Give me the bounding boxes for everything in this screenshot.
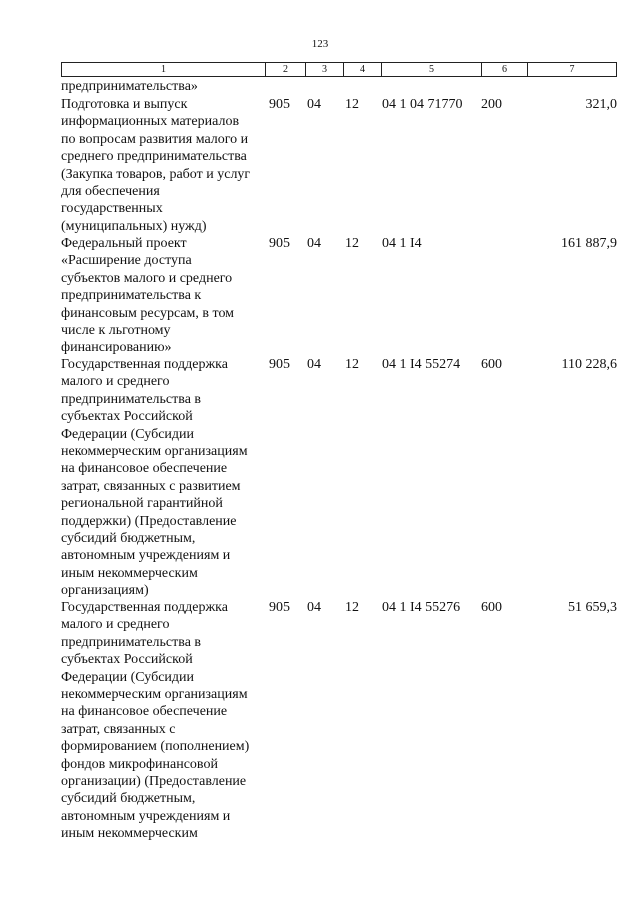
ministry-code: 905	[269, 600, 290, 615]
row-name	[61, 356, 271, 600]
row-name-line: (муниципальных) нужд)	[61, 218, 207, 234]
header-col-4: 4	[344, 63, 382, 76]
expense-type: 600	[481, 357, 502, 372]
page-number: 123	[311, 38, 329, 50]
row-name-line: субсидий бюджетным,	[61, 791, 196, 807]
row-name-line: поддержки) (Предоставление	[61, 513, 237, 529]
target-article: 04 1 04 71770	[382, 97, 463, 112]
ministry-code: 905	[269, 357, 290, 372]
row-name	[61, 599, 271, 843]
section-code: 04	[307, 236, 321, 251]
row-name-line: формированием (пополнением)	[61, 739, 250, 755]
row-name	[61, 96, 271, 235]
header-col-3: 3	[306, 63, 344, 76]
section-code: 04	[307, 600, 321, 615]
row-name-line: предпринимательства к	[61, 288, 202, 304]
row-name-line: Государственная поддержка	[61, 357, 228, 372]
header-col-1: 1	[62, 63, 266, 76]
row-name-line: Подготовка и выпуск	[61, 97, 188, 112]
header-col-2: 2	[266, 63, 306, 76]
row-name-line: субъектов малого и среднего	[61, 270, 233, 286]
row-name-line: организациям)	[61, 583, 149, 599]
row-name-line: автономным учреждениям и	[61, 548, 231, 564]
row-name-line: некоммерческим организациям	[61, 444, 248, 460]
row-name-line: субъектах Российской	[61, 652, 193, 668]
subsection-code: 12	[345, 97, 359, 112]
amount: 110 228,6	[561, 357, 617, 372]
row-name	[61, 235, 271, 357]
row-name-line: малого и среднего	[61, 374, 170, 390]
row-name-line: информационных материалов	[61, 114, 240, 130]
row-name-line: иным некоммерческим	[61, 826, 198, 842]
ministry-code: 905	[269, 97, 290, 112]
row-name-line: предпринимательства в	[61, 391, 202, 407]
row-name-line: числе к льготному	[61, 323, 171, 339]
row-name-line: государственных	[61, 201, 163, 217]
subsection-code: 12	[345, 357, 359, 372]
subsection-code: 12	[345, 236, 359, 251]
row-name-line: затрат, связанных с	[61, 721, 176, 737]
row-name-line: «Расширение доступа	[61, 253, 192, 269]
row-name-line: фондов микрофинансовой	[61, 756, 218, 772]
row-name-line: Государственная поддержка	[61, 600, 228, 615]
row-name-line: субсидий бюджетным,	[61, 531, 196, 547]
row-name-line: иным некоммерческим	[61, 565, 198, 581]
row-name-line: предпринимательства в	[61, 634, 202, 650]
row-name-line: по вопросам развития малого и	[61, 131, 249, 147]
row-name-line: организации) (Предоставление	[61, 774, 247, 790]
row-name-line: финансовым ресурсам, в том	[61, 305, 235, 321]
target-article: 04 1 I4 55276	[382, 600, 461, 615]
row-name-line: Федеральный проект	[61, 236, 187, 251]
amount: 51 659,3	[568, 600, 617, 615]
section-code: 04	[307, 97, 321, 112]
row-name-line: среднего предпринимательства	[61, 149, 247, 165]
section-code: 04	[307, 357, 321, 372]
expense-type: 200	[481, 97, 502, 112]
amount: 161 887,9	[561, 236, 617, 251]
row-name-line: региональной гарантийной	[61, 496, 223, 512]
table-header	[61, 62, 617, 77]
row-name-line: Федерации (Субсидии	[61, 669, 195, 685]
row-name-line: затрат, связанных с развитием	[61, 478, 241, 494]
target-article: 04 1 I4 55274	[382, 357, 461, 372]
row-name-line: на финансовое обеспечение	[61, 461, 228, 477]
ministry-code: 905	[269, 236, 290, 251]
target-article: 04 1 I4	[382, 236, 422, 251]
row-name-line: (Закупка товаров, работ и услуг	[61, 166, 251, 182]
row-name-line: малого и среднего	[61, 617, 170, 633]
row-name-line: субъектах Российской	[61, 409, 193, 425]
header-col-7: 7	[569, 64, 575, 75]
row-name-line: на финансовое обеспечение	[61, 704, 228, 720]
header-col-6: 6	[482, 63, 528, 76]
amount: 321,0	[585, 97, 617, 112]
row-name-line: автономным учреждениям и	[61, 808, 231, 824]
expense-type: 600	[481, 600, 502, 615]
row-name-line: для обеспечения	[61, 184, 160, 200]
header-col-5: 5	[382, 63, 482, 76]
continuation-text: предпринимательства»	[61, 79, 198, 94]
row-name-line: финансированию»	[61, 340, 172, 356]
row-name-line: некоммерческим организациям	[61, 687, 248, 703]
subsection-code: 12	[345, 600, 359, 615]
row-name-line: Федерации (Субсидии	[61, 426, 195, 442]
